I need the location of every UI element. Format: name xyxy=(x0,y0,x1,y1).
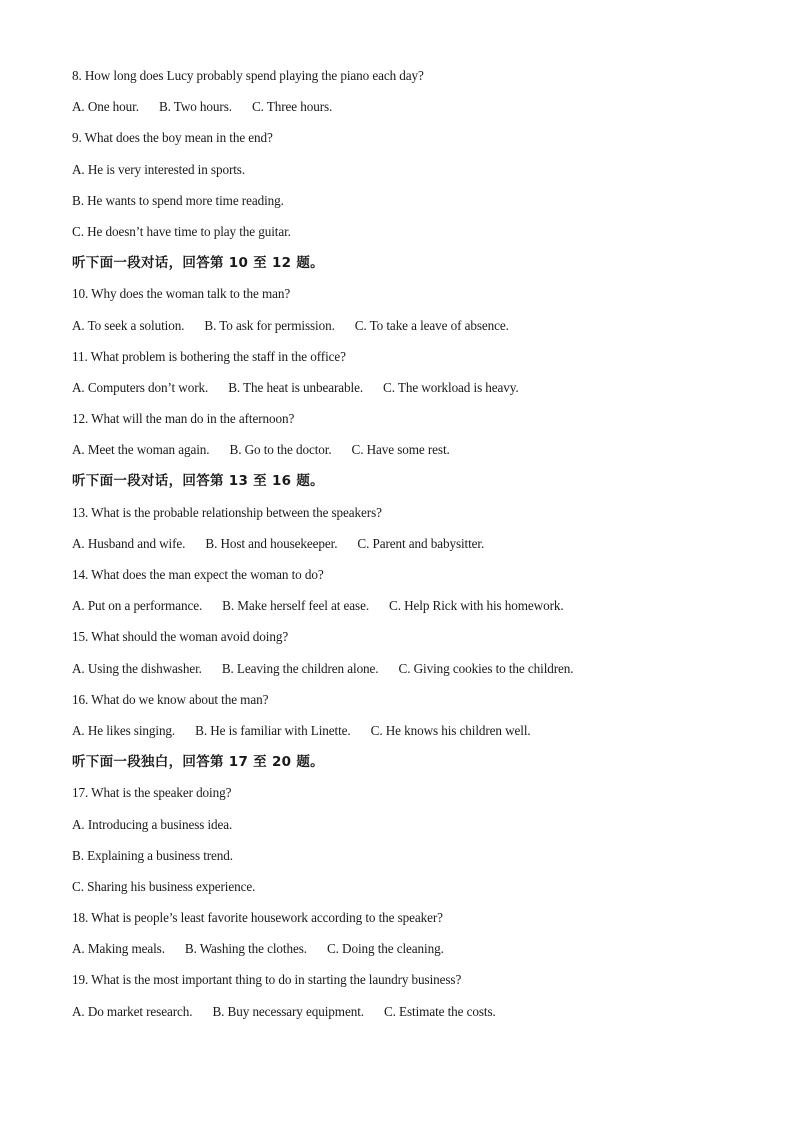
option-c: C. He knows his children well. xyxy=(370,722,531,738)
option-c: C. Giving cookies to the children. xyxy=(398,660,574,676)
options-12 xyxy=(72,439,732,470)
options-18 xyxy=(72,938,732,969)
options-15 xyxy=(72,658,732,689)
question-text: 9. What does the boy mean in the end? xyxy=(72,130,273,146)
option-17-a xyxy=(72,814,732,845)
options-13 xyxy=(72,533,732,564)
question-17 xyxy=(72,782,732,813)
options-10 xyxy=(72,315,732,346)
option-a: A. Making meals. xyxy=(72,941,165,957)
question-13 xyxy=(72,502,732,533)
question-text: 15. What should the woman avoid doing? xyxy=(72,629,289,645)
option-text: B. Explaining a business trend. xyxy=(72,847,233,863)
question-19 xyxy=(72,969,732,1000)
question-text: 8. How long does Lucy probably spend playing the piano each day? xyxy=(72,68,424,83)
option-text: C. Sharing his business experience. xyxy=(72,878,256,894)
heading-text: 听下面一段对话，回答第 10 至 12 题。 xyxy=(72,255,324,272)
option-b: B. To ask for permission. xyxy=(204,317,335,333)
question-10 xyxy=(72,283,732,314)
option-a: A. One hour. xyxy=(72,99,139,115)
question-text: 11. What problem is bothering the staff in the office? xyxy=(72,348,346,364)
option-b: B. Washing the clothes. xyxy=(184,941,307,957)
question-text: 13. What is the probable relationship between the speakers? xyxy=(72,504,382,520)
option-c: C. To take a leave of absence. xyxy=(354,317,509,333)
heading-text: 听下面一段对话，回答第 13 至 16 题。 xyxy=(72,473,324,490)
option-c: C. Have some rest. xyxy=(351,442,450,458)
section-heading-13-16 xyxy=(72,470,732,501)
option-a: A. He likes singing. xyxy=(72,722,176,738)
exam-page xyxy=(72,65,732,1032)
option-c: C. Estimate the costs. xyxy=(383,1003,496,1019)
question-text: 17. What is the speaker doing? xyxy=(72,785,232,801)
question-18 xyxy=(72,907,732,938)
question-text: 19. What is the most important thing to do in starting the laundry business? xyxy=(72,972,462,988)
options-14 xyxy=(72,595,732,626)
option-b: B. Host and housekeeper. xyxy=(205,535,338,551)
option-17-c xyxy=(72,876,732,907)
option-c: C. Doing the cleaning. xyxy=(326,941,444,957)
heading-text: 听下面一段独白，回答第 17 至 20 题。 xyxy=(72,754,324,771)
option-b: B. He is familiar with Linette. xyxy=(195,722,351,738)
question-16 xyxy=(72,689,732,720)
question-15 xyxy=(72,626,732,657)
question-text: 14. What does the man expect the woman to do? xyxy=(72,567,324,582)
question-11 xyxy=(72,346,732,377)
options-16 xyxy=(72,720,732,751)
option-b: B. Make herself feel at ease. xyxy=(222,598,370,614)
option-text: A. He is very interested in sports. xyxy=(72,161,246,177)
question-text: 12. What will the man do in the afternoon? xyxy=(72,411,295,427)
section-heading-10-12 xyxy=(72,252,732,283)
question-text: 16. What do we know about the man? xyxy=(72,691,269,707)
option-a: A. Computers don’t work. xyxy=(72,379,209,395)
option-b: B. Go to the doctor. xyxy=(229,442,332,458)
options-8 xyxy=(72,96,732,127)
option-a: A. Put on a performance. xyxy=(72,598,203,614)
option-a: A. Husband and wife. xyxy=(72,535,186,551)
option-9-c xyxy=(72,221,732,252)
question-12 xyxy=(72,408,732,439)
option-text: A. Introducing a business idea. xyxy=(72,816,233,832)
question-14 xyxy=(72,564,732,595)
option-a: A. To seek a solution. xyxy=(72,317,185,333)
option-c: C. Three hours. xyxy=(251,99,333,115)
option-a: A. Do market research. xyxy=(72,1003,193,1019)
option-b: B. Two hours. xyxy=(158,99,232,115)
question-text: 10. Why does the woman talk to the man? xyxy=(72,286,291,302)
option-17-b xyxy=(72,845,732,876)
question-text: 18. What is people’s least favorite housework according to the speaker? xyxy=(72,910,443,926)
option-9-a xyxy=(72,159,732,190)
options-11 xyxy=(72,377,732,408)
section-heading-17-20 xyxy=(72,751,732,782)
option-9-b xyxy=(72,190,732,221)
option-b: B. Buy necessary equipment. xyxy=(212,1003,364,1019)
question-9 xyxy=(72,127,732,158)
option-c: C. Parent and babysitter. xyxy=(357,535,485,551)
options-19 xyxy=(72,1001,732,1032)
option-c: C. The workload is heavy. xyxy=(383,379,519,395)
option-a: A. Using the dishwasher. xyxy=(72,660,202,676)
option-b: B. The heat is unbearable. xyxy=(228,379,364,395)
option-c: C. Help Rick with his homework. xyxy=(389,598,564,614)
option-text: B. He wants to spend more time reading. xyxy=(72,192,284,208)
option-b: B. Leaving the children alone. xyxy=(221,660,379,676)
option-text: C. He doesn’t have time to play the guitar. xyxy=(72,223,291,239)
question-8 xyxy=(72,65,732,96)
option-a: A. Meet the woman again. xyxy=(72,442,210,458)
